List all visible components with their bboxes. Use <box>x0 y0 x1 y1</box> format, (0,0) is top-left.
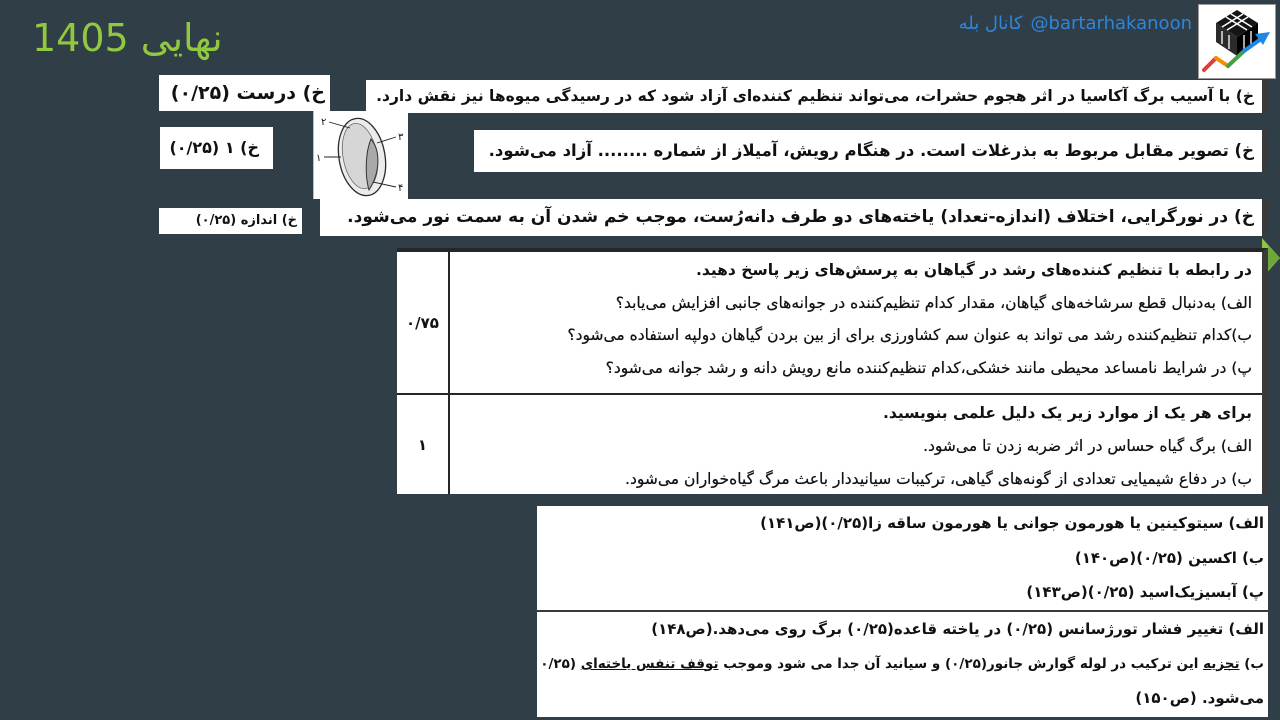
label-3: ۳ <box>398 132 404 143</box>
label-4: ۴ <box>398 183 404 194</box>
answer-snippet-text: خ) اندازه (۰/۲۵) <box>195 213 297 228</box>
seed-figure <box>313 111 408 199</box>
table-row <box>397 395 1262 494</box>
question-strip <box>366 80 1268 113</box>
question-text: خ) با آسیب برگ آکاسیا در اثر هجوم حشرات، می‌تواند تنظیم کننده‌ای آزاد شود که در رسیدگی میوه‌ها نیز نقش دارد. <box>376 87 1254 105</box>
answer-line: الف) سیتوکینین یا هورمون جوانی یا هورمون ساقه زا(۰/۲۵)(ص۱۴۱) <box>760 514 1264 532</box>
answer-key-reasons <box>537 612 1268 717</box>
answer-line: الف) تغییر فشار تورژسانس (۰/۲۵) در یاخته قاعده(۰/۲۵) برگ روی می‌دهد.(ص۱۴۸) <box>651 620 1264 638</box>
question-item: الف) به‌دنبال قطع سرشاخه‌های گیاهان، مقدار کدام تنظیم‌کننده در جوانه‌های جانبی افزایش می‌یابد؟ <box>615 293 1252 312</box>
answer-segment: (۰/۲۵ <box>540 655 581 672</box>
answer-line <box>539 647 1264 682</box>
answer-key-regulators <box>537 506 1268 612</box>
label-1: ۱ <box>316 153 322 164</box>
answer-line: ب) اکسین (۰/۲۵)(ص۱۴۰) <box>1074 548 1264 567</box>
answer-snippet-card <box>159 75 330 111</box>
underlined-term: تجزیه <box>1203 655 1240 672</box>
question-item: ب) در دفاع شیمیایی تعدادی از گونه‌های گیاهی، ترکیبات سیانیددار باعث مرگ گیاه‌خواران می‌شود. <box>625 470 1252 488</box>
channel-handle: @bartarhakanoon <box>1030 12 1192 34</box>
seed-diagram <box>314 111 408 199</box>
answer-snippet-card <box>159 208 302 234</box>
answer-line: می‌شود. (ص۱۵۰) <box>1135 689 1264 707</box>
question-item: الف) برگ گیاه حساس در اثر ضربه زدن تا می‌شود. <box>923 437 1252 455</box>
answer-line: پ) آبسیزیک‌اسید (۰/۲۵)(ص۱۴۳) <box>1026 583 1264 601</box>
logo-icon <box>1198 4 1276 79</box>
label-2: ۲ <box>321 117 327 128</box>
score-cell: ۰/۷۵ <box>397 252 450 393</box>
channel-credit <box>860 8 1192 38</box>
answer-segment: این ترکیب در لوله گوارش جانور(۰/۲۵) و سیانید آن جدا می شود وموجب <box>718 655 1204 672</box>
slide-title: نهایی 1405 <box>32 16 223 60</box>
question-strip <box>474 130 1268 172</box>
question-text: خ) تصویر مقابل مربوط به بذرغلات است. در هنگام رویش، آمیلاز از شماره ........ آزاد می‌شود. <box>488 141 1254 160</box>
answer-snippet-text: خ) درست (۰/۲۵) <box>170 82 325 104</box>
channel-label: کانال بله <box>958 12 1023 34</box>
question-cell <box>450 395 1262 494</box>
score-cell: ۱ <box>397 395 450 494</box>
answer-snippet-card <box>160 127 273 169</box>
question-heading: برای هر یک از موارد زیر یک دلیل علمی بنویسید. <box>883 404 1252 422</box>
question-item: ب)کدام تنظیم‌کننده رشد می تواند به عنوان سم کشاورزی برای از بین بردن گیاهان دولپه استفاده می‌شود؟ <box>567 326 1252 344</box>
question-heading: در رابطه با تنظیم کننده‌های رشد در گیاهان به پرسش‌های زیر پاسخ دهید. <box>696 261 1252 279</box>
question-text: خ) در نورگرایی، اختلاف (اندازه-تعداد) یاخته‌های دو طرف دانه‌رُست، موجب خم شدن آن به سمت نور می‌شود. <box>347 207 1254 227</box>
question-item: پ) در شرایط نامساعد محیطی مانند خشکی،کدام تنظیم‌کننده مانع رویش دانه و رشد جوانه می‌شود؟ <box>605 358 1252 377</box>
answer-snippet-text: خ) ۱ (۰/۲۵) <box>169 138 259 157</box>
question-cell <box>450 252 1262 393</box>
exam-question-table <box>397 248 1268 494</box>
table-row <box>397 252 1262 395</box>
underlined-term: توقف تنفس یاخته‌ای <box>580 655 719 672</box>
answer-segment: ب) <box>1239 655 1264 672</box>
question-strip <box>320 199 1268 236</box>
